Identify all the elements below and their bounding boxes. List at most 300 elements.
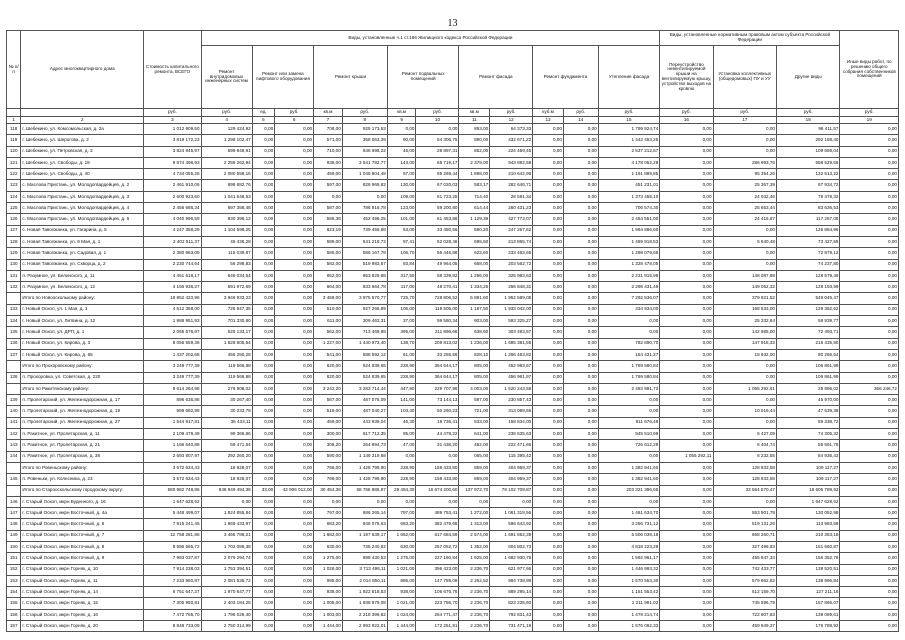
unit-cell: кв.м xyxy=(314,109,343,117)
row-value: 101,00 xyxy=(387,214,416,225)
row-value: 0,00 xyxy=(252,361,275,372)
row-value: 0,00 xyxy=(533,383,564,394)
row-number: 147 xyxy=(7,508,21,519)
row-value: 0,00 xyxy=(563,304,598,315)
row-value: 24 032,46 xyxy=(713,191,776,202)
row-value: 1 988 951,93 xyxy=(144,316,201,327)
row-value: 5 506 039,18 xyxy=(598,530,660,541)
row-value: 106 861,99 xyxy=(776,361,840,372)
row-value: 721,00 xyxy=(459,406,490,417)
row-value: 0,00 xyxy=(252,383,275,394)
row-value: 0,00 xyxy=(563,282,598,293)
row-address: г. Шебекино, ул. Шерогова, д. 2 xyxy=(21,135,144,146)
row-value: 1 685 381,59 xyxy=(490,338,533,349)
row-number: 148 xyxy=(7,519,21,530)
row-value: 0,00 xyxy=(533,508,564,519)
row-value: 0,00 xyxy=(533,157,564,168)
row-value: 138 996,84 xyxy=(776,575,840,586)
row-value: 2 600 923,60 xyxy=(144,191,201,202)
row-value: 2 750 314,99 xyxy=(201,621,252,632)
row-value: 903,00 xyxy=(459,316,490,327)
row-value: 1 266 453,82 xyxy=(490,349,533,360)
row-value: 1 444,00 xyxy=(387,621,416,632)
row-address: с. Новая Таволжанка, ул. Скворца, д. 2 xyxy=(21,259,144,270)
row-value: 852,00 xyxy=(459,146,490,157)
row-value: 0,00 xyxy=(840,508,899,519)
row-value: 0,00 xyxy=(563,451,598,462)
row-value: 18 605 789,93 xyxy=(776,485,840,496)
row-value: 1 104 598,25 xyxy=(201,225,252,236)
row-value: 0,00 xyxy=(563,214,598,225)
header-number: № п/п xyxy=(7,31,21,109)
row-value: 106 861,99 xyxy=(776,372,840,383)
row-address: п. Разумное, ул. Белинского, д. 12 xyxy=(21,282,144,293)
row-value: 0,00 xyxy=(275,621,314,632)
row-value: 29 494,30 xyxy=(387,485,416,496)
row-value: 0,00 xyxy=(533,180,564,191)
row-value: 0,00 xyxy=(660,180,713,191)
row-value: 065,00 xyxy=(459,451,490,462)
row-value: 210 642,96 xyxy=(490,169,533,180)
row-value: 148 087,88 xyxy=(713,270,776,281)
row-value: 482,00 xyxy=(459,440,490,451)
row-value: 646 698,22 xyxy=(342,146,387,157)
row-value: 524 839,65 xyxy=(342,372,387,383)
row-value: 0,00 xyxy=(660,236,713,247)
row-value: 379 821,52 xyxy=(713,293,776,304)
row-value: 126 864,96 xyxy=(776,225,840,236)
row-address: г. Новый Оскол, ул. Кирова, д. 65 xyxy=(21,349,144,360)
row-value: 0,00 xyxy=(252,180,275,191)
row-address: Итого по Ровеньскому району: xyxy=(21,462,144,473)
row-value: 6 751 647,27 xyxy=(144,587,201,598)
row-value: 0,00 xyxy=(533,519,564,530)
row-value: 0,00 xyxy=(252,293,275,304)
row-value: 728 806,52 xyxy=(416,293,459,304)
row-value: 0,00 xyxy=(275,553,314,564)
table-row xyxy=(7,157,899,168)
row-value: 78 478,32 xyxy=(776,191,840,202)
row-value: 138,70 xyxy=(387,338,416,349)
row-value: 0,00 xyxy=(660,248,713,259)
column-number: 1 xyxy=(7,117,21,124)
row-value: 8 848 733,09 xyxy=(144,621,201,632)
row-value: 0,00 xyxy=(563,225,598,236)
row-value: 0,00 xyxy=(252,169,275,180)
row-value: 1 938 979,08 xyxy=(342,598,387,609)
row-value: 0,00 xyxy=(252,519,275,530)
row-value: 67 020,03 xyxy=(416,180,459,191)
row-address: г. Шебекино, ул. Комсомольская, д. 2а xyxy=(21,124,144,135)
row-value: 611,00 xyxy=(314,316,343,327)
row-value: 630,00 xyxy=(387,541,416,552)
row-number: 138 xyxy=(7,372,21,383)
table-row xyxy=(7,225,899,236)
row-value: 213 865,74 xyxy=(490,236,533,247)
row-value: 35 433,11 xyxy=(201,417,252,428)
row-address: г. Старый Оскол, мкрн Горняк, д. 16 xyxy=(21,609,144,620)
header-heating: Переустройство невентилируемой крыши на вентилируемую крышу, устройство выходов на кровлю xyxy=(660,46,713,109)
row-value: 1 769 580,84 xyxy=(598,361,660,372)
row-address: с. Новая Таволжанка, ул. 9 Мая, д. 1 xyxy=(21,236,144,247)
row-value: 698 682,76 xyxy=(201,180,252,191)
row-value: 652,00 xyxy=(314,270,343,281)
row-value: 848 949 494,36 xyxy=(201,485,252,496)
row-value: 6 427,09 xyxy=(713,429,776,440)
row-value: 0,00 xyxy=(713,124,776,135)
row-value: 2 379,00 xyxy=(459,157,490,168)
row-value: 953 829,88 xyxy=(342,270,387,281)
row-value: 211 896,66 xyxy=(416,327,459,338)
row-value: 128 579,49 xyxy=(776,270,840,281)
row-value: 1 373 455,10 xyxy=(598,191,660,202)
row-value: 0,00 xyxy=(840,609,899,620)
row-value: 0,00 xyxy=(840,236,899,247)
row-value: 59 200,80 xyxy=(416,203,459,214)
row-value: 805,00 xyxy=(459,361,490,372)
row-address: г. Шебекино, ул. Свободы, д. 40 xyxy=(21,169,144,180)
row-value: 37,00 xyxy=(387,316,416,327)
row-value: 0,00 xyxy=(252,191,275,202)
row-value: 745 596,79 xyxy=(713,598,776,609)
row-value: 3 819 172,23 xyxy=(144,135,201,146)
row-number: 121 xyxy=(7,157,21,168)
row-address: с. Маслова Пристань, ул. Молодогвардейцев, д. 3 xyxy=(21,191,144,202)
row-address: п. Ракитное, ул. Пролетарская, д. 38 xyxy=(21,451,144,462)
row-value: 228,90 xyxy=(387,462,416,473)
row-value: 0,00 xyxy=(840,621,899,632)
row-value: 0,00 xyxy=(387,451,416,462)
unit-cell: руб. xyxy=(490,109,533,117)
row-value: 61,00 xyxy=(387,349,416,360)
row-value: 0,00 xyxy=(840,124,899,135)
row-value: 0,00 xyxy=(275,157,314,168)
row-value: 0,00 xyxy=(563,462,598,473)
row-value: 0,00 xyxy=(252,124,275,135)
row-value: 0,00 xyxy=(660,259,713,270)
row-value: 93,84 xyxy=(387,259,416,270)
row-value: 0,00 xyxy=(660,429,713,440)
row-value: 0,00 xyxy=(533,587,564,598)
row-value: 0,00 xyxy=(533,282,564,293)
row-address: г. Старый Оскол, мкрн Горняк, д. 20 xyxy=(21,621,144,632)
row-value: 586 167,78 xyxy=(342,248,387,259)
row-value: 84 936,43 xyxy=(776,451,840,462)
table-row xyxy=(7,609,899,620)
row-value: 139 520,51 xyxy=(776,564,840,575)
row-value: 2 380 963,09 xyxy=(144,248,201,259)
row-value: 0,00 xyxy=(533,406,564,417)
row-value: 364 644,17 xyxy=(416,372,459,383)
row-value: 459 949,37 xyxy=(713,621,776,632)
row-number: 146 xyxy=(7,496,21,507)
row-value: 1 922 818,53 xyxy=(342,587,387,598)
row-value: 0,00 xyxy=(563,553,598,564)
header-other: Другие виды xyxy=(776,46,840,109)
row-value: 1 005,00 xyxy=(314,598,343,609)
row-value: 0,00 xyxy=(840,474,899,485)
row-value: 0,00 xyxy=(275,541,314,552)
row-number xyxy=(7,462,21,473)
row-number: 143 xyxy=(7,440,21,451)
unit-cell: руб. xyxy=(275,109,314,117)
row-value: 9 874 496,93 xyxy=(144,157,201,168)
row-value: 282 646,71 xyxy=(490,180,533,191)
row-value: 9 614 264,98 xyxy=(144,383,201,394)
row-value: 0,00 xyxy=(660,282,713,293)
row-value: 0,00 xyxy=(563,406,598,417)
row-value: 1 442 453,25 xyxy=(598,135,660,146)
row-value: 1 662,00 xyxy=(387,530,416,541)
row-value: 0,00 xyxy=(713,259,776,270)
table-row xyxy=(7,169,899,180)
row-value: 890,00 xyxy=(459,135,490,146)
row-value: 0,00 xyxy=(416,124,459,135)
row-value: 2 456 686,34 xyxy=(144,203,201,214)
row-value: 0,00 xyxy=(840,169,899,180)
unit-cell: руб. xyxy=(563,109,598,117)
row-value: 28 591,34 xyxy=(490,191,533,202)
row-value: 0,00 xyxy=(840,564,899,575)
row-value: 943 892,58 xyxy=(490,157,533,168)
table-row xyxy=(7,451,899,462)
row-address: г. Старый Оскол, мкрн Восточный, д. 9 xyxy=(21,553,144,564)
row-value: 519 131,26 xyxy=(713,519,776,530)
row-value: 487 040,27 xyxy=(342,406,387,417)
row-value: 2 693 807,97 xyxy=(144,451,201,462)
row-value: 859,00 xyxy=(459,462,490,473)
row-value: 366 246,72 xyxy=(840,383,899,394)
row-value: 1 275,00 xyxy=(314,553,343,564)
row-value: 459,00 xyxy=(314,417,343,428)
row-value: 24 416,87 xyxy=(713,214,776,225)
row-value: 0,00 xyxy=(660,440,713,451)
row-value: 18 852 423,96 xyxy=(144,293,201,304)
row-value: 828,10 xyxy=(459,349,490,360)
row-value: 898 430,53 xyxy=(342,553,387,564)
row-value: 524 839,65 xyxy=(342,361,387,372)
row-value: 593 325,27 xyxy=(490,316,533,327)
row-value: 1 272,00 xyxy=(459,508,490,519)
row-value: 714,40 xyxy=(459,191,490,202)
row-value: 300,00 xyxy=(314,429,343,440)
row-value: 325 983,63 xyxy=(490,270,533,281)
row-value: 2 231 915,99 xyxy=(598,270,660,281)
row-value: 1 769 580,84 xyxy=(598,372,660,383)
row-value: 597,00 xyxy=(314,203,343,214)
column-number: 4 xyxy=(201,117,252,124)
row-value: 0,00 xyxy=(459,496,490,507)
row-value: 726 947,35 xyxy=(201,304,252,315)
page-number: 13 xyxy=(447,18,458,29)
row-value: 614,44 xyxy=(459,203,490,214)
row-value: 0,00 xyxy=(252,282,275,293)
row-value: 0,00 xyxy=(533,575,564,586)
row-value: 1 021,00 xyxy=(387,564,416,575)
row-value: 50 260,23 xyxy=(416,406,459,417)
row-value: 1 570 553,30 xyxy=(598,575,660,586)
row-value: 0,00 xyxy=(660,338,713,349)
table-row xyxy=(7,349,899,360)
row-value: 98 411,57 xyxy=(776,124,840,135)
row-value: 46,30 xyxy=(387,417,416,428)
row-value: 823,19 xyxy=(314,225,343,236)
column-number: 6 xyxy=(275,117,314,124)
row-address: Итого по Старооскольскому городскому округу: xyxy=(21,485,144,496)
table-row xyxy=(7,327,899,338)
row-value: 0,00 xyxy=(275,609,314,620)
row-value: 5 891,60 xyxy=(459,293,490,304)
row-value: 583,17 xyxy=(459,180,490,191)
row-value: 0,00 xyxy=(275,587,314,598)
row-number: 130 xyxy=(7,259,21,270)
row-value: 117 267,06 xyxy=(776,214,840,225)
row-value: 229 707,96 xyxy=(416,383,459,394)
row-value: 1 187,50 xyxy=(459,304,490,315)
row-value: 97,00 xyxy=(387,169,416,180)
row-value: 0,00 xyxy=(275,496,314,507)
row-value: 0,00 xyxy=(563,146,598,157)
row-number: 118 xyxy=(7,124,21,135)
row-value: 1 166 540,88 xyxy=(144,440,201,451)
row-value: 938,00 xyxy=(387,587,416,598)
row-value: 0,00 xyxy=(533,349,564,360)
row-value: 48 270,41 xyxy=(416,282,459,293)
row-value: 1 041 548,53 xyxy=(201,191,252,202)
row-value: 1 298 079,66 xyxy=(598,248,660,259)
row-value: 2 109 479,49 xyxy=(144,429,201,440)
row-value: 4 818 223,29 xyxy=(598,541,660,552)
row-value: 3 249 777,39 xyxy=(144,372,201,383)
row-value: 0,00 xyxy=(533,169,564,180)
row-value: 0,00 xyxy=(660,485,713,496)
column-number: 17 xyxy=(713,117,776,124)
row-value: 697 358,48 xyxy=(201,203,252,214)
row-value: 3 572 634,43 xyxy=(144,474,201,485)
row-value: 3 946 933,23 xyxy=(201,293,252,304)
row-value: 286 993,76 xyxy=(713,157,776,168)
row-value: 216 435,80 xyxy=(776,338,840,349)
row-value: 731 471,19 xyxy=(490,621,533,632)
row-value: 1 061 318,56 xyxy=(490,508,533,519)
header-meters: Установка коллективных (общедомовых) ПУ и УУ xyxy=(713,46,776,109)
row-value: 0,00 xyxy=(713,395,776,406)
row-value: 42 906 012,00 xyxy=(275,485,314,496)
row-value: 0,00 xyxy=(275,361,314,372)
row-value: 0,00 xyxy=(252,621,275,632)
row-value: 0,00 xyxy=(533,203,564,214)
row-value: 0,00 xyxy=(598,496,660,507)
row-value: 0,00 xyxy=(660,327,713,338)
unit-cell: руб. xyxy=(144,109,201,117)
row-value: 2 483 891,73 xyxy=(598,383,660,394)
row-value: 113 993,69 xyxy=(776,519,840,530)
row-value: 0,00 xyxy=(660,541,713,552)
row-value: 80 266,64 xyxy=(776,349,840,360)
table-row xyxy=(7,575,899,586)
row-value: 95 354,26 xyxy=(713,169,776,180)
row-value: 149 052,32 xyxy=(713,282,776,293)
row-value: 128 833,58 xyxy=(713,474,776,485)
row-value: 452 496,25 xyxy=(342,214,387,225)
row-value: 597,00 xyxy=(314,180,343,191)
row-value: 2 298 431,49 xyxy=(598,282,660,293)
row-value: 1 296,00 xyxy=(459,270,490,281)
row-number: 122 xyxy=(7,169,21,180)
row-value: 4 451 518,17 xyxy=(144,270,201,281)
row-value: 0,00 xyxy=(840,259,899,270)
row-value: 1 026,00 xyxy=(314,564,343,575)
row-value: 0,00 xyxy=(713,146,776,157)
row-address: п. Ровеньки, ул. Колесника, д. 23 xyxy=(21,474,144,485)
row-value: 25 332,64 xyxy=(713,316,776,327)
row-value: 3 242,20 xyxy=(314,383,343,394)
row-value: 0,00 xyxy=(416,451,459,462)
row-value: 0,00 xyxy=(840,575,899,586)
row-value: 83 636,53 xyxy=(776,203,840,214)
row-value: 132 513,22 xyxy=(776,169,840,180)
row-value: 0,00 xyxy=(563,191,598,202)
row-value: 2 014 850,11 xyxy=(342,575,387,586)
row-value: 586,00 xyxy=(314,248,343,259)
row-value: 0,00 xyxy=(660,316,713,327)
header-engineering: Ремонт внутридомовых инженерных систем xyxy=(201,46,252,109)
capital-repair-register-table xyxy=(6,30,899,632)
row-value: 143,00 xyxy=(387,157,416,168)
row-value: 0,00 xyxy=(563,474,598,485)
row-number: 145 xyxy=(7,474,21,485)
row-value: 713 469,98 xyxy=(342,327,387,338)
row-value: 0,00 xyxy=(533,440,564,451)
district-subtotal-row xyxy=(7,485,899,496)
row-value: 519 983,57 xyxy=(342,259,387,270)
table-row xyxy=(7,530,899,541)
row-value: 0,00 xyxy=(387,124,416,135)
row-address: п. Прохоровка, ул. Советская, д. 220 xyxy=(21,372,144,383)
row-value: 0,00 xyxy=(563,180,598,191)
row-value: 1 428 799,90 xyxy=(342,462,387,473)
row-value: 823 235,60 xyxy=(490,598,533,609)
row-value: 0,00 xyxy=(840,372,899,383)
row-value: 3 572 634,43 xyxy=(144,462,201,473)
row-value: 65 269,44 xyxy=(416,169,459,180)
row-value: 0,00 xyxy=(660,530,713,541)
row-value: 1 446 993,32 xyxy=(598,564,660,575)
row-value: 0,00 xyxy=(252,530,275,541)
row-value: 228,90 xyxy=(387,474,416,485)
row-number: 123 xyxy=(7,180,21,191)
header-basement: Ремонт подвальных помещений xyxy=(387,46,459,109)
row-value: 68 766 886,97 xyxy=(342,485,387,496)
row-value: 158 433,80 xyxy=(416,474,459,485)
row-value: 0,00 xyxy=(563,316,598,327)
row-value: 154 431,27 xyxy=(598,349,660,360)
row-value: 0,00 xyxy=(840,530,899,541)
row-value: 512 159,70 xyxy=(713,587,776,598)
row-value: 1 824 855,84 xyxy=(201,508,252,519)
row-value: 0,00 xyxy=(660,157,713,168)
row-value: 0,00 xyxy=(252,564,275,575)
row-value: 0,00 xyxy=(252,496,275,507)
row-value: 0,00 xyxy=(252,146,275,157)
row-value: 641,00 xyxy=(459,429,490,440)
unit-cell: ед. xyxy=(252,109,275,117)
row-value: 129 352,62 xyxy=(776,304,840,315)
row-value: 0,00 xyxy=(252,157,275,168)
row-value: 994 738,99 xyxy=(490,575,533,586)
row-value: 87 934,72 xyxy=(776,180,840,191)
row-value: 0,00 xyxy=(840,598,899,609)
